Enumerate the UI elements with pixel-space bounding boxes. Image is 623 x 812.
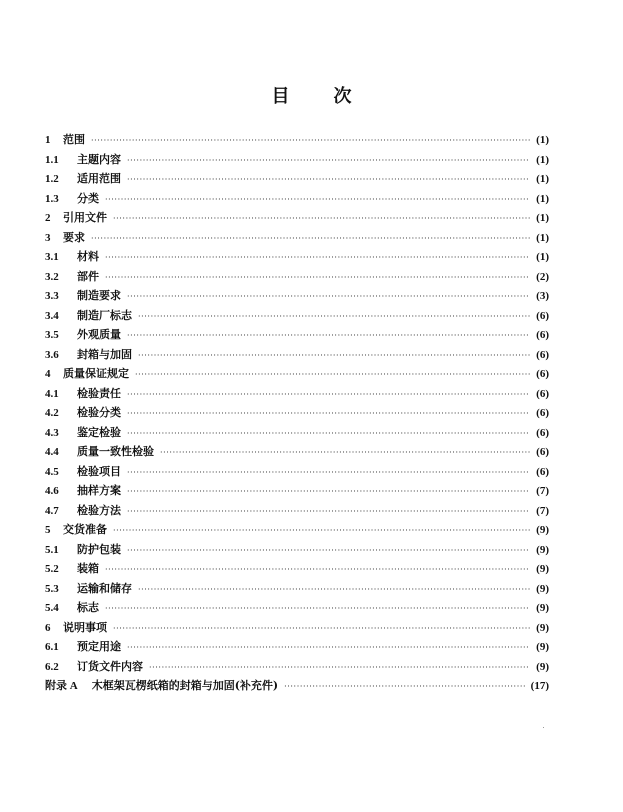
toc-entry-label: 检验方法 — [77, 503, 121, 517]
dot-leader — [138, 307, 530, 327]
toc-entry-label: 制造厂标志 — [77, 308, 132, 322]
toc-entry-page: (7) — [536, 504, 549, 517]
toc-entry-5[interactable] — [45, 520, 549, 540]
toc-entry-number: 1.2 — [45, 173, 59, 185]
toc-entry-page: (6) — [536, 309, 549, 322]
toc-entry-label: 制造要求 — [77, 289, 121, 302]
toc-entry-number: 附录 A — [45, 680, 78, 692]
toc-entry-3[interactable] — [45, 228, 549, 248]
dot-leader — [284, 677, 525, 697]
toc-entry-5-2[interactable] — [45, 559, 549, 579]
toc-entry-page: (9) — [536, 660, 549, 673]
toc-entry-label: 要求 — [63, 230, 85, 244]
dot-leader — [127, 638, 530, 658]
toc-entry-label: 预定用途 — [77, 640, 121, 653]
toc-entry-page: (9) — [536, 543, 549, 556]
toc-entry-number: 1.3 — [45, 192, 59, 205]
toc-entry-page: (9) — [536, 563, 549, 575]
toc-entry-number: 6 — [45, 621, 51, 634]
toc-entry-1[interactable] — [45, 130, 549, 150]
toc-entry-number: 4.6 — [45, 485, 59, 497]
toc-entry-3-6[interactable] — [45, 345, 549, 365]
dot-leader — [127, 326, 530, 346]
toc-entry-6-2[interactable] — [45, 657, 549, 677]
toc-entry-page: (1) — [536, 134, 549, 146]
toc-entry-4-5[interactable] — [45, 462, 549, 482]
toc-entry-3-3[interactable] — [45, 286, 549, 306]
toc-entry-number: 5.2 — [45, 563, 59, 575]
page-title — [0, 82, 623, 108]
dot-leader — [127, 170, 530, 190]
toc-entry-number: 6.2 — [45, 660, 59, 673]
toc-entry-page: (6) — [536, 407, 549, 419]
toc-entry-label: 分类 — [77, 191, 99, 205]
toc-entry-label: 质量一致性检验 — [77, 445, 154, 458]
toc-entry-page: (1) — [536, 212, 549, 224]
toc-entry-6-1[interactable] — [45, 637, 549, 657]
dot-leader — [105, 248, 530, 268]
dot-leader — [91, 131, 530, 151]
toc-entry-4-1[interactable] — [45, 384, 549, 404]
toc-entry-label: 交货准备 — [63, 523, 107, 536]
toc-entry-page: (2) — [536, 270, 549, 283]
dot-leader — [127, 482, 530, 502]
toc-entry-label: 适用范围 — [77, 172, 121, 185]
toc-entry-number: 4.4 — [45, 446, 59, 458]
toc-entry-label: 装箱 — [77, 562, 99, 575]
dot-leader — [91, 229, 530, 249]
toc-entry-number: 5.3 — [45, 582, 59, 595]
toc-entry-page: (9) — [536, 524, 549, 536]
title-char-1: 目 — [271, 86, 290, 107]
toc-entry-label: 运输和储存 — [77, 581, 132, 595]
toc-entry-page: (6) — [536, 387, 549, 400]
toc-entry-number: 3.3 — [45, 290, 59, 302]
toc-entry-page: (1) — [536, 153, 549, 166]
toc-entry-number: 3.6 — [45, 348, 59, 361]
dot-leader — [105, 560, 530, 580]
toc-entry-label: 封箱与加固 — [77, 347, 132, 361]
toc-entry-number: 1 — [45, 134, 51, 146]
toc-entry-page: (6) — [536, 348, 549, 361]
toc-entry-number: 5.1 — [45, 543, 59, 556]
toc-entry-3-5[interactable] — [45, 325, 549, 345]
toc-entry-label: 质量保证规定 — [63, 367, 129, 380]
toc-entry-page: (1) — [536, 192, 549, 205]
toc-entry-number: 4.5 — [45, 465, 59, 478]
toc-entry-5-3[interactable] — [45, 579, 549, 599]
toc-entry-5-4[interactable] — [45, 598, 549, 618]
toc-entry-number: 5.4 — [45, 602, 59, 614]
toc-entry-page: (3) — [536, 290, 549, 302]
toc-entry-label: 检验责任 — [77, 386, 121, 400]
toc-entry-page: (7) — [536, 485, 549, 497]
dot-leader — [127, 424, 530, 444]
toc-entry-page: (6) — [536, 465, 549, 478]
dot-leader — [160, 443, 530, 463]
toc-entry-page: (9) — [536, 602, 549, 614]
toc-entry-5-1[interactable] — [45, 540, 549, 560]
dot-leader — [113, 619, 530, 639]
scan-speck — [543, 727, 544, 728]
toc-entry-6[interactable] — [45, 618, 549, 638]
dot-leader — [135, 365, 530, 385]
toc-entry-page: (1) — [536, 251, 549, 263]
dot-leader — [127, 502, 530, 522]
dot-leader — [113, 521, 530, 541]
toc-entry-3-2[interactable] — [45, 267, 549, 287]
dot-leader — [127, 385, 530, 405]
toc-entry-label: 抽样方案 — [77, 484, 121, 497]
toc-entry-number: 2 — [45, 212, 51, 224]
toc-entry-label: 范围 — [63, 133, 85, 146]
toc-entry-page: (1) — [536, 173, 549, 185]
toc-entry-page: (6) — [536, 368, 549, 380]
dot-leader — [149, 658, 530, 678]
dot-leader — [113, 209, 530, 229]
toc-entry-label: 说明事项 — [63, 620, 107, 634]
dot-leader — [127, 151, 530, 171]
toc-entry-4-3[interactable] — [45, 423, 549, 443]
dot-leader — [127, 287, 530, 307]
dot-leader — [127, 541, 530, 561]
toc-entry-label: 防护包装 — [77, 542, 121, 556]
toc-entry-number: 3 — [45, 231, 51, 244]
toc-entry-page: (9) — [536, 582, 549, 595]
toc-entry-number: 4 — [45, 368, 51, 380]
toc-entry-label: 木框架瓦楞纸箱的封箱与加固(补充件) — [91, 679, 279, 692]
toc-entry-appendix-a[interactable] — [45, 676, 549, 696]
toc-entry-number: 6.1 — [45, 641, 59, 653]
toc-entry-number: 1.1 — [45, 153, 59, 166]
toc-entry-label: 外观质量 — [77, 328, 121, 341]
dot-leader — [105, 599, 530, 619]
table-of-contents — [45, 130, 549, 696]
toc-entry-label: 材料 — [77, 250, 99, 263]
toc-entry-label: 部件 — [77, 269, 99, 283]
toc-entry-page: (9) — [536, 641, 549, 653]
toc-entry-label: 主题内容 — [77, 152, 121, 166]
dot-leader — [138, 580, 530, 600]
dot-leader — [138, 346, 530, 366]
toc-entry-number: 4.1 — [45, 387, 59, 400]
toc-entry-number: 4.3 — [45, 426, 59, 439]
toc-entry-number: 3.5 — [45, 329, 59, 341]
dot-leader — [105, 190, 530, 210]
toc-entry-2[interactable] — [45, 208, 549, 228]
title-char-2: 次 — [333, 86, 352, 107]
toc-entry-number: 4.7 — [45, 504, 59, 517]
toc-entry-page: (17) — [530, 680, 549, 692]
toc-entry-label: 检验项目 — [77, 464, 121, 478]
toc-entry-label: 订货文件内容 — [77, 659, 143, 673]
toc-entry-label: 检验分类 — [77, 406, 121, 419]
toc-entry-label: 鉴定检验 — [77, 425, 121, 439]
toc-entry-page: (6) — [536, 426, 549, 439]
dot-leader — [127, 463, 530, 483]
toc-entry-3-1[interactable] — [45, 247, 549, 267]
toc-entry-4-4[interactable] — [45, 442, 549, 462]
toc-entry-label: 标志 — [77, 601, 99, 614]
toc-entry-page: (1) — [536, 231, 549, 244]
toc-entry-page: (6) — [536, 446, 549, 458]
toc-entry-number: 3.4 — [45, 309, 59, 322]
toc-entry-4-6[interactable] — [45, 481, 549, 501]
toc-entry-number: 5 — [45, 524, 51, 536]
toc-entry-label: 引用文件 — [63, 211, 107, 224]
toc-entry-3-4[interactable] — [45, 306, 549, 326]
toc-entry-1-1[interactable] — [45, 150, 549, 170]
toc-entry-1-2[interactable] — [45, 169, 549, 189]
toc-entry-page: (6) — [536, 329, 549, 341]
toc-entry-number: 4.2 — [45, 407, 59, 419]
toc-entry-number: 3.1 — [45, 251, 59, 263]
toc-entry-4-2[interactable] — [45, 403, 549, 423]
toc-entry-page: (9) — [536, 621, 549, 634]
toc-entry-1-3[interactable] — [45, 189, 549, 209]
dot-leader — [127, 404, 530, 424]
toc-entry-4[interactable] — [45, 364, 549, 384]
dot-leader — [105, 268, 530, 288]
toc-entry-number: 3.2 — [45, 270, 59, 283]
toc-entry-4-7[interactable] — [45, 501, 549, 521]
